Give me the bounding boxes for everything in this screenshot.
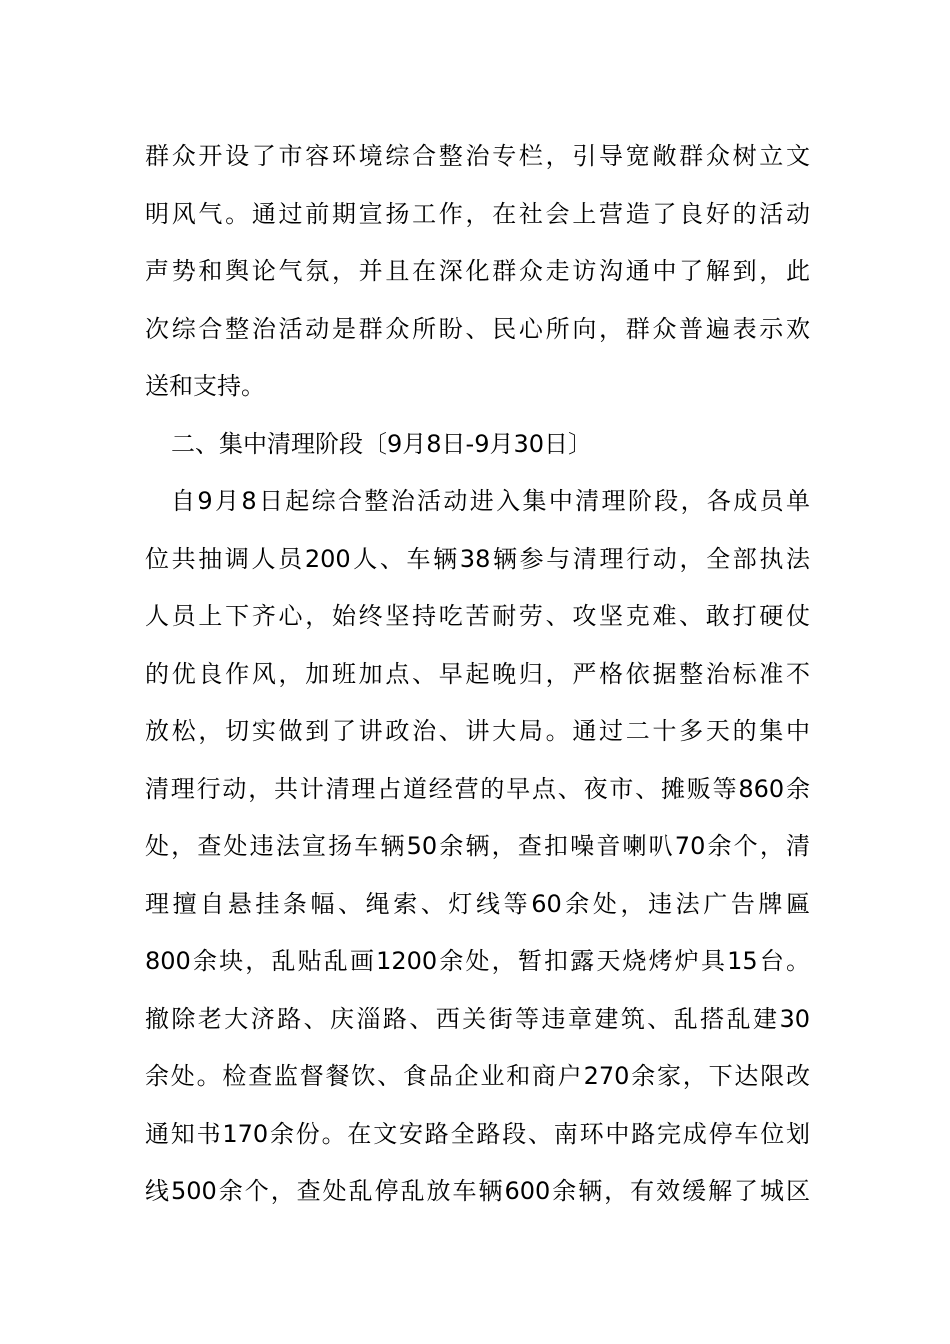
text-line-1: 群众开设了市容环境综合整治专栏，引导宽敞群众树立文 <box>145 142 810 170</box>
text-line-5: 送和支持。 <box>145 372 265 400</box>
text-line-15: 800余块，乱贴乱画1200余处，暂扣露天烧烤炉具15台。 <box>145 947 810 975</box>
text-line-4: 次综合整治活动是群众所盼、民心所向，群众普遍表示欢 <box>145 314 810 343</box>
text-line-2: 明风气。通过前期宣扬工作，在社会上营造了良好的活动 <box>145 199 810 228</box>
text-line-13: 处，查处违法宣扬车辆50余辆，查扣噪音喇叭70余个，清 <box>145 832 810 860</box>
body-text <box>145 128 810 1221</box>
section-heading: 二、集中清理阶段〔9月8日-9月30日〕 <box>171 429 593 458</box>
text-line-9: 人员上下齐心，始终坚持吃苦耐劳、攻坚克难、敢打硬仗 <box>145 602 810 630</box>
text-line-18: 通知书170余份。在文安路全路段、南环中路完成停车位划 <box>145 1119 810 1148</box>
text-line-8: 位共抽调人员200人、车辆38辆参与清理行动，全部执法 <box>145 544 810 573</box>
text-line-14: 理擅自悬挂条幅、绳索、灯线等60余处，违法广告牌匾 <box>145 889 810 918</box>
text-line-17: 余处。检查监督餐饮、食品企业和商户270余家，下达限改 <box>145 1062 810 1090</box>
text-line-10: 的优良作风，加班加点、早起晚归，严格依据整治标准不 <box>145 659 810 688</box>
text-line-7: 自9月8日起综合整治活动进入集中清理阶段，各成员单 <box>171 487 810 515</box>
text-line-12: 清理行动，共计清理占道经营的早点、夜市、摊贩等860余 <box>145 774 810 803</box>
text-line-16: 撤除老大济路、庆淄路、西关街等违章建筑、乱搭乱建30 <box>145 1004 810 1033</box>
text-line-3: 声势和舆论气氛，并且在深化群众走访沟通中了解到，此 <box>145 257 810 285</box>
text-line-11: 放松，切实做到了讲政治、讲大局。通过二十多天的集中 <box>145 717 810 745</box>
text-line-19: 线500余个，查处乱停乱放车辆600余辆，有效缓解了城区 <box>145 1177 810 1205</box>
